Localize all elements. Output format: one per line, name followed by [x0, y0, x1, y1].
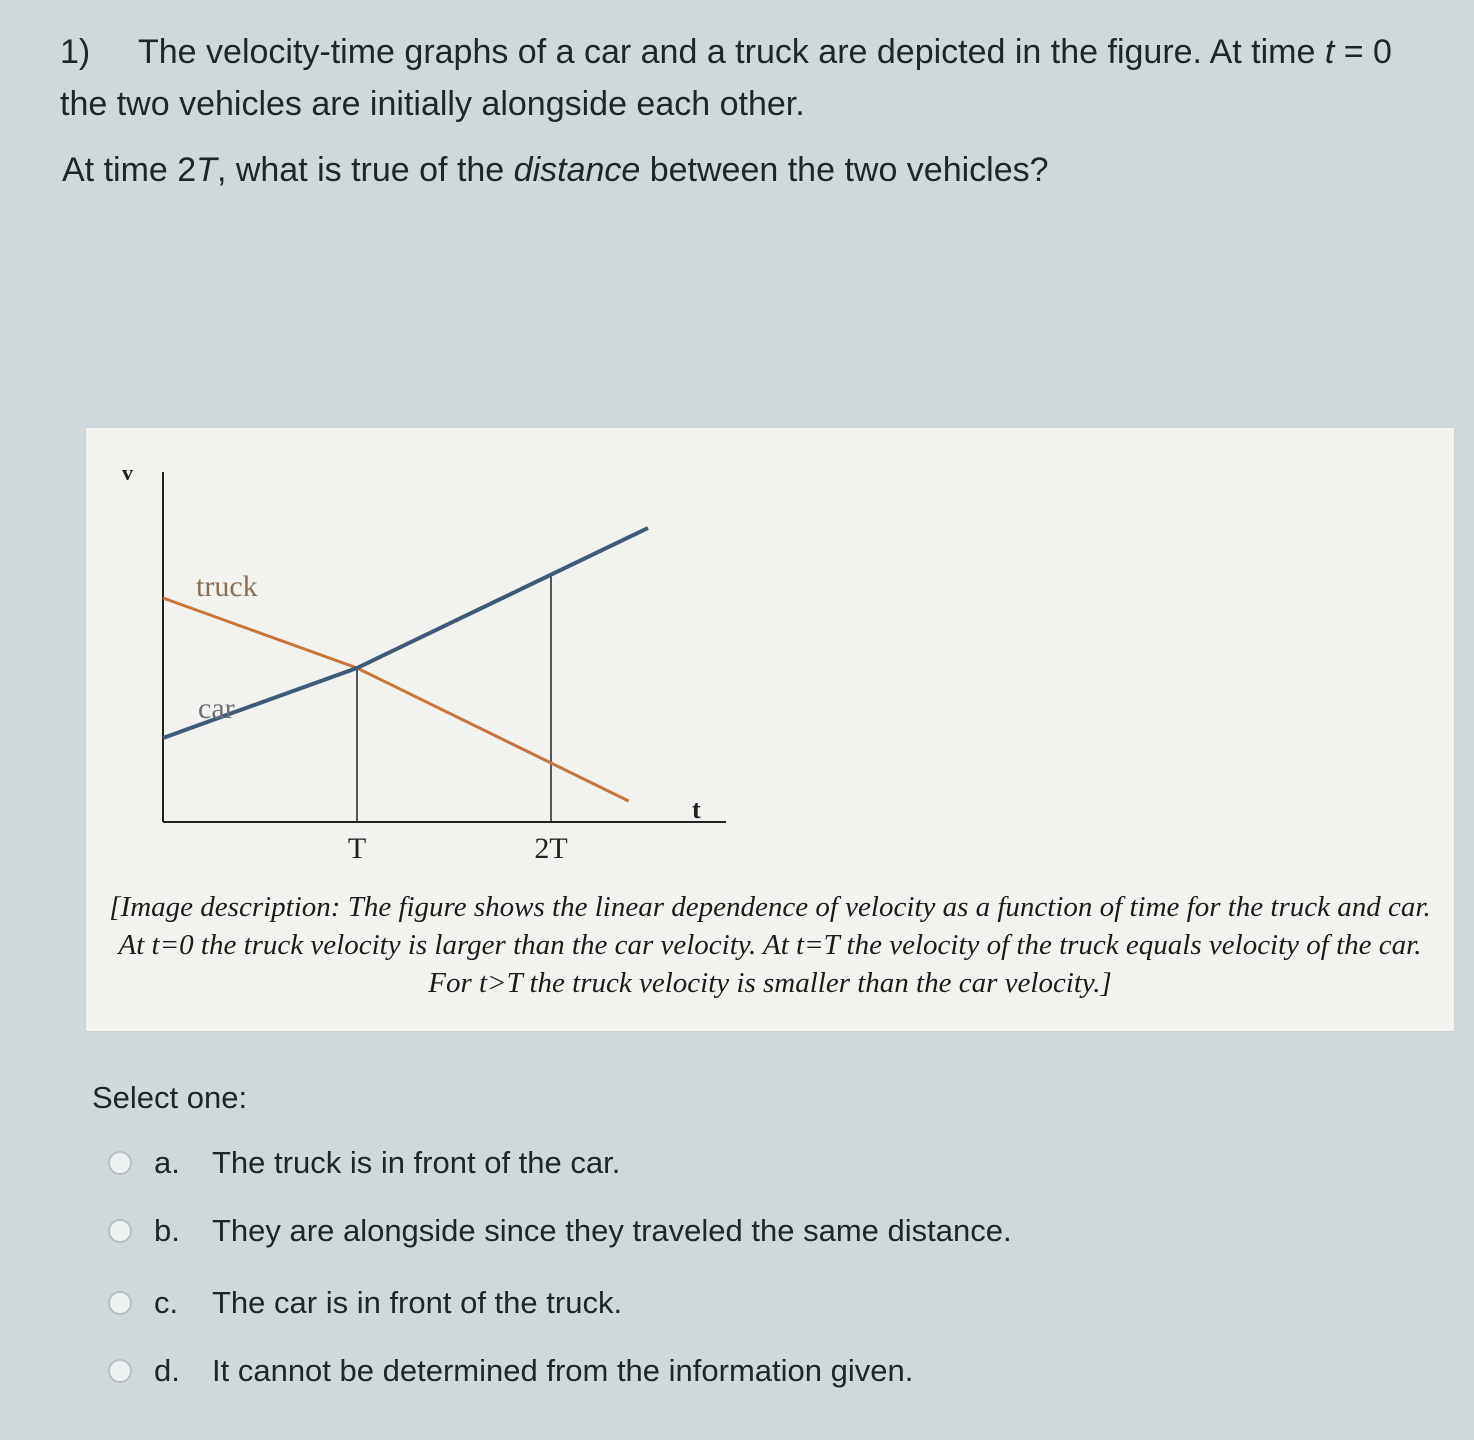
radio-button[interactable] [108, 1359, 132, 1383]
question-line1: The velocity-time graphs of a car and a truck are depicted in the figure. At time [138, 33, 1325, 71]
car-line [163, 528, 648, 738]
option-text[interactable]: They are alongside since they traveled the same distance. [212, 1213, 1012, 1248]
question-line2: the two vehicles are initially alongside each other. [60, 85, 805, 123]
question-text [60, 26, 1430, 130]
x-tick-2T: 2T [534, 832, 568, 865]
option-text[interactable]: The truck is in front of the car. [212, 1145, 621, 1180]
y-axis-label: v [122, 460, 133, 485]
radio-button[interactable] [108, 1291, 132, 1315]
x-tick-T: T [347, 832, 367, 865]
option-letter: c. [154, 1285, 179, 1320]
option-letter: a. [154, 1145, 180, 1180]
option-c[interactable] [108, 1278, 622, 1328]
option-b[interactable] [108, 1206, 1012, 1256]
prompt-part-a: At time 2 [62, 151, 197, 189]
prompt-T-var: T [196, 151, 217, 189]
answer-section [0, 1040, 1474, 1440]
radio-button[interactable] [108, 1219, 132, 1243]
figure-card [86, 428, 1454, 1031]
option-text[interactable]: The car is in front of the truck. [212, 1285, 623, 1320]
truck-label: truck [196, 570, 258, 603]
question-eq: = 0 [1334, 33, 1392, 71]
x-axis-label: t [692, 795, 701, 824]
option-a[interactable] [108, 1138, 620, 1188]
option-letter: d. [154, 1353, 180, 1388]
velocity-time-graph [86, 428, 766, 878]
car-label: car [198, 692, 235, 725]
prompt-distance: distance [513, 151, 641, 189]
option-d[interactable] [108, 1346, 913, 1396]
question-prompt [62, 144, 1432, 196]
option-text[interactable]: It cannot be determined from the information given. [212, 1353, 914, 1388]
prompt-part-c: between the two vehicles? [640, 151, 1049, 189]
select-one-label: Select one: [92, 1080, 248, 1115]
prompt-part-b: , what is true of the [216, 151, 514, 189]
question-number: 1) [60, 33, 91, 71]
radio-button[interactable] [108, 1151, 132, 1175]
question-t-var: t [1324, 33, 1335, 71]
option-letter: b. [154, 1213, 180, 1248]
image-description: [Image description: The figure shows the linear dependence of velocity as a function of time for the truck and car. At t=0 the truck velocity is larger than the car velocity. At t=T the velocity of the truck equals velocity of the car. For t>T the truck velocity is smaller than the car velocity.] [109, 891, 1431, 999]
